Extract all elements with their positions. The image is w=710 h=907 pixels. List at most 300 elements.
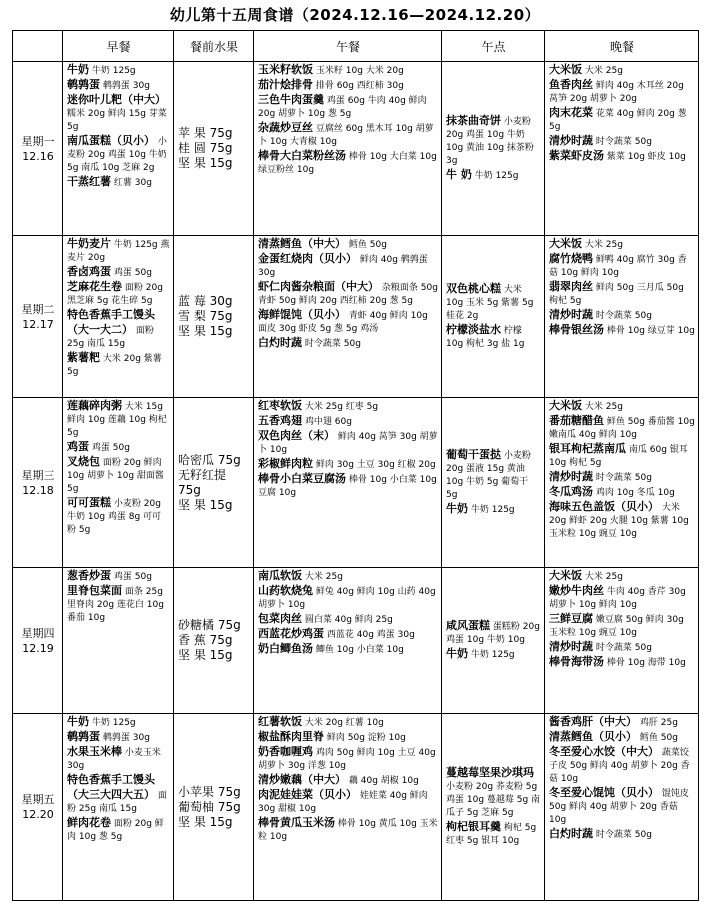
dish-name: 双色桃心糕 (446, 282, 501, 295)
dish-ingredients: 糯米 20g 鲜肉 15g 芽菜 5g (67, 109, 167, 132)
dish-name: 大米饭 (549, 63, 582, 76)
dish-name: 棒骨小白菜豆腐汤 (258, 472, 346, 485)
dish-name: 紫薯粑 (67, 351, 100, 364)
dish-ingredients: 棒骨 10g 黄瓜 10g 玉米粒 10g (258, 819, 438, 842)
dish-entry (258, 612, 438, 627)
dish-entry (549, 640, 695, 655)
dish-entry (67, 308, 170, 351)
dish-name: 棒骨银丝汤 (549, 323, 604, 336)
dish-entry (258, 308, 438, 336)
dinner-cell (545, 714, 699, 901)
dish-entry (446, 647, 541, 662)
dish-entry (67, 455, 170, 496)
dish-entry (446, 323, 541, 351)
breakfast-cell (63, 714, 174, 901)
fruit-item: 坚 果 15g (178, 324, 233, 338)
dish-ingredients: 大米 25g (584, 402, 623, 412)
dish-ingredients: 鸡蛋 50g (91, 443, 130, 453)
dish-entry (446, 820, 541, 848)
dish-ingredients: 面粉 25g 南瓜 15g (67, 791, 167, 814)
dish-entry (549, 399, 695, 414)
dish-ingredients: 鳕鱼 50g (348, 240, 387, 250)
dish-entry (258, 773, 438, 788)
fruit-cell (174, 62, 254, 236)
dish-entry (258, 121, 438, 149)
date-label: 12.18 (22, 483, 54, 497)
dish-name: 鱼香肉丝 (549, 78, 593, 91)
dish-name: 柠檬淡盐水 (446, 323, 501, 336)
dish-ingredients: 娃娃菜 40g 鲜肉 30g 甜椒 10g (258, 791, 428, 814)
dish-name: 清蒸鳕鱼（贝小） (549, 730, 637, 743)
dish-entry (258, 584, 438, 612)
dish-ingredients: 时令蔬菜 50g (595, 137, 652, 147)
dish-ingredients: 鲫鱼 10g 小白菜 10g (315, 645, 404, 655)
dish-ingredients: 小麦粉 20g 鸡蛋 10g 牛奶 10g 黄油 10g 抹茶粉 3g (446, 117, 534, 166)
dish-name: 牛奶 (446, 647, 468, 660)
day-row (13, 62, 699, 236)
dish-ingredients: 青虾 40g 鲜肉 10g 面皮 30g 虾皮 5g 葱 5g 鸡汤 (258, 311, 428, 334)
dish-name: 牛奶 (446, 502, 468, 515)
day-cell (13, 568, 63, 714)
dish-entry (258, 569, 438, 584)
dish-ingredients: 蛋糕粉 20g 鸡蛋 10g 牛奶 10g (446, 622, 540, 645)
dish-name: 肉末花菜 (549, 106, 593, 119)
dish-name: 红枣软饭 (258, 399, 302, 412)
dish-ingredients: 牛奶 125g (91, 66, 136, 76)
dish-name: 白灼时蔬 (549, 827, 593, 840)
dish-name: 里脊包菜面 (67, 584, 122, 597)
dish-name: 山药软烧兔 (258, 584, 313, 597)
dish-entry (446, 448, 541, 502)
dish-ingredients: 牛奶 125g (474, 171, 519, 181)
dish-entry (549, 78, 695, 106)
dish-name: 肉泥娃娃菜（贝小） (258, 788, 357, 801)
dish-name: 海鲜馄饨（贝小） (258, 308, 346, 321)
dish-ingredients: 小麦粉 20g 牛奶 10g 鸡蛋 8g 可可粉 5g (67, 499, 162, 535)
dish-name: 冬至爱心水饺（中大） (549, 745, 659, 758)
dish-name: 叉烧包 (67, 455, 100, 468)
dish-name: 彩椒鲜肉粒 (258, 457, 313, 470)
day-row (13, 236, 699, 398)
dish-ingredients: 鲜鸭 40g 腐竹 30g 香菇 10g 鲜肉 10g (549, 255, 687, 278)
dinner-cell (545, 62, 699, 236)
dish-name: 蔓越莓坚果沙琪玛 (446, 766, 534, 779)
dish-ingredients: 鲜肉 40g 莴笋 30g 胡萝卜 10g (258, 432, 438, 455)
dish-ingredients: 时令蔬菜 50g (595, 830, 652, 840)
date-label: 12.20 (22, 808, 54, 821)
fruit-item: 葡萄柚 75g (178, 799, 241, 814)
dish-entry (446, 168, 541, 183)
dish-ingredients: 鸡中翅 60g (304, 417, 352, 427)
weekday-label: 星期二 (21, 302, 55, 316)
dish-name: 鹌鹑蛋 (67, 730, 100, 743)
dish-ingredients: 牛肉 40g 香芹 30g 胡萝卜 10g 鲜肉 10g (549, 587, 686, 610)
snack-cell (442, 236, 545, 398)
dish-entry (258, 280, 438, 308)
dish-name: 清炒时蔬 (549, 470, 593, 483)
dish-entry (549, 237, 695, 252)
dish-ingredients: 蔬菜饺子皮 50g 鲜肉 40g 胡萝卜 20g 香菇 10g (549, 748, 690, 784)
dish-entry (549, 308, 695, 323)
weekday-label: 星期三 (21, 468, 55, 482)
dish-name: 奶香咖喱鸡 (258, 745, 313, 758)
dish-ingredients: 鸡蛋 60g 牛肉 40g 鲜肉 20g 胡萝卜 10g 葱 5g (258, 96, 427, 119)
dish-name: 可可蛋糕 (67, 496, 111, 509)
dish-ingredients: 杂粮面条 50g 青虾 50g 鲜肉 20g 西红柿 20g 葱 5g (258, 283, 438, 306)
day-row (13, 568, 699, 714)
dish-ingredients: 鹌鹑蛋 30g (102, 733, 150, 743)
breakfast-cell (63, 62, 174, 236)
dish-entry (258, 237, 438, 252)
dish-name: 翡翠肉丝 (549, 280, 593, 293)
dish-ingredients: 小麦粉 20g 鸡蛋 10g 牛奶 5g 南瓜 10g 芝麻 2g (67, 137, 167, 173)
fruit-cell (174, 398, 254, 568)
dish-entry (258, 457, 438, 472)
fruit-item: 蓝 莓 30g (178, 294, 233, 308)
dish-name: 大米饭 (549, 569, 582, 582)
dish-ingredients: 紫菜 10g 虾皮 10g (606, 152, 686, 162)
dish-ingredients: 大米 25g (584, 66, 623, 76)
fruit-cell (174, 568, 254, 714)
dish-entry (67, 399, 170, 440)
breakfast-cell (63, 236, 174, 398)
dish-entry (67, 715, 170, 730)
dish-entry (67, 280, 170, 308)
dish-name: 奶白鲫鱼汤 (258, 642, 313, 655)
dish-ingredients: 小麦玉米 30g (67, 748, 161, 771)
dish-entry (258, 336, 438, 351)
date-label: 12.16 (22, 149, 54, 163)
dish-entry (549, 149, 695, 164)
dish-name: 特色香蕉手工馒头（大三大四大五） (67, 773, 155, 801)
dish-entry (446, 114, 541, 168)
dish-entry (67, 745, 170, 773)
day-cell (13, 714, 63, 901)
fruit-item: 无籽红提 75g (178, 467, 227, 497)
dish-ingredients: 红薯 30g (113, 178, 152, 188)
dish-ingredients: 鸡蛋 50g (113, 268, 152, 278)
dish-ingredients: 牛奶 125g (470, 650, 515, 660)
dish-entry (549, 612, 695, 640)
dinner-cell (545, 398, 699, 568)
dish-name: 大米饭 (549, 237, 582, 250)
dish-name: 海味五色盖饭（贝小） (549, 500, 659, 513)
dish-entry (549, 485, 695, 500)
fruit-item: 哈密瓜 75g (178, 452, 241, 467)
dish-entry (549, 745, 695, 786)
dish-ingredients: 牛奶 125g (91, 718, 136, 728)
snack-cell (442, 568, 545, 714)
dish-name: 南瓜蛋糕（贝小） (67, 134, 155, 147)
dish-entry (446, 282, 541, 323)
dish-name: 清蒸鳕鱼（中大） (258, 237, 346, 250)
lunch-cell (254, 62, 442, 236)
dish-name: 牛奶 (67, 63, 89, 76)
dish-entry (549, 655, 695, 670)
dish-ingredients: 排骨 60g 西红柿 30g (315, 81, 404, 91)
dish-ingredients: 柠檬 10g 枸杞 3g 盐 1g (446, 326, 525, 349)
page-title: 幼儿第十五周食谱（2024.12.16—2024.12.20） (169, 6, 541, 24)
breakfast-cell (63, 398, 174, 568)
header-corner (13, 31, 63, 62)
dish-name: 抹茶曲奇饼 (446, 114, 501, 127)
dish-name: 鸡蛋 (67, 440, 89, 453)
dish-entry (446, 619, 541, 647)
dish-name: 酱香鸡肝（中大） (549, 715, 637, 728)
dish-name: 大米饭 (549, 399, 582, 412)
dish-ingredients: 棒骨 10g 小白菜 10g 豆腐 10g (258, 475, 437, 498)
dish-entry (549, 470, 695, 485)
day-cell (13, 62, 63, 236)
dinner-cell (545, 568, 699, 714)
dish-ingredients: 牛奶 125g 燕麦片 20g (67, 240, 170, 263)
dish-entry (549, 584, 695, 612)
dish-ingredients: 鲜肉 50g 淀粉 10g (326, 733, 406, 743)
dish-ingredients: 鸡肉 10g 冬瓜 10g (595, 488, 675, 498)
dish-entry (258, 788, 438, 816)
dish-name: 清炒时蔬 (549, 308, 593, 321)
dish-name: 咸风蛋糕 (446, 619, 490, 632)
dish-name: 棒骨海带汤 (549, 655, 604, 668)
dish-name: 冬瓜鸡汤 (549, 485, 593, 498)
lunch-cell (254, 714, 442, 901)
dish-ingredients: 鲜肉 50g 三月瓜 50g 枸杞 5g (549, 283, 684, 306)
dish-name: 牛奶 (67, 715, 89, 728)
dish-name: 西蓝花炒鸡蛋 (258, 627, 324, 640)
dish-entry (549, 63, 695, 78)
lunch-cell (254, 398, 442, 568)
dish-name: 腐竹烧鸭 (549, 252, 593, 265)
dish-ingredients: 棒骨 10g 大白菜 10g 绿豆粉丝 10g (258, 152, 437, 175)
dish-ingredients: 大米 25g (584, 572, 623, 582)
dish-ingredients: 面粉 20g 鲜肉 10g 胡萝卜 10g 甜面酱 5g (67, 458, 164, 494)
dish-ingredients: 南瓜 60g 银耳 10g 枸杞 5g (549, 445, 688, 468)
snack-cell (442, 714, 545, 901)
fruit-item: 小苹果 75g (178, 784, 241, 799)
menu-table (12, 30, 699, 901)
fruit-item: 坚 果 15g (178, 497, 233, 512)
dish-ingredients: 鲜兔 40g 鲜肉 10g 山药 40g 胡萝卜 10g (258, 587, 436, 610)
dish-entry (67, 816, 170, 844)
dinner-cell (545, 236, 699, 398)
dish-ingredients: 枸杞 5g 红枣 5g 银耳 10g (446, 823, 537, 846)
dish-name: 三鲜豆腐 (549, 612, 593, 625)
dish-name: 五香鸡翅 (258, 414, 302, 427)
dish-entry (67, 440, 170, 455)
date-label: 12.17 (22, 317, 54, 331)
dish-entry (549, 252, 695, 280)
dish-entry (67, 584, 170, 625)
dish-name: 冬至爱心馄饨（贝小） (549, 786, 659, 799)
dish-ingredients: 鲜鱼 50g 番茄酱 10g 嫩南瓜 40g 鲜肉 10g (549, 417, 695, 440)
dish-name: 莲藕碎肉粥 (67, 399, 122, 412)
dish-entry (67, 93, 170, 134)
day-row (13, 398, 699, 568)
dish-name: 杂蔬炒豆丝 (258, 121, 313, 134)
dish-name: 棒骨黄瓜玉米汤 (258, 816, 335, 829)
dish-entry (446, 766, 541, 820)
dish-ingredients: 棒骨 10g 海带 10g (606, 658, 686, 668)
dish-entry (258, 399, 438, 414)
dish-name: 紫菜虾皮汤 (549, 149, 604, 162)
dish-ingredients: 玉米籽 10g 大米 20g (315, 66, 404, 76)
dish-entry (258, 745, 438, 773)
dish-ingredients: 小麦粉 20g 蛋液 15g 黄油 10g 牛奶 5g 葡萄干 5g (446, 451, 531, 500)
snack-cell (442, 62, 545, 236)
dish-entry (67, 730, 170, 745)
dish-entry (549, 569, 695, 584)
menu-body (13, 62, 699, 901)
dish-ingredients: 时令蔬菜 50g (595, 311, 652, 321)
dish-entry (549, 500, 695, 541)
dish-name: 包菜肉丝 (258, 612, 302, 625)
dish-ingredients: 大米 25g 红枣 5g (304, 402, 379, 412)
header-lunch: 午餐 (254, 31, 442, 62)
dish-name: 枸杞银耳羹 (446, 820, 501, 833)
lunch-cell (254, 568, 442, 714)
dish-ingredients: 面粉 20g 黑芝麻 5g 花生碎 5g (67, 283, 163, 306)
dish-entry (67, 237, 170, 265)
breakfast-cell (63, 568, 174, 714)
weekday-label: 星期四 (21, 626, 55, 640)
dish-entry (67, 175, 170, 190)
dish-entry (258, 429, 438, 457)
dish-ingredients: 西蓝花 40g 鸡蛋 30g (326, 630, 415, 640)
dish-ingredients: 时令蔬菜 50g (595, 473, 652, 483)
dish-ingredients: 鲜肉 30g 土豆 30g 红椒 20g (315, 460, 436, 470)
dish-entry (549, 715, 695, 730)
dish-ingredients: 鲜肉 40g 木耳丝 20g 莴笋 20g 胡萝卜 20g (549, 81, 684, 104)
weekday-label: 星期一 (21, 134, 55, 148)
fruit-item: 坚 果 15g (178, 648, 233, 662)
weekday-label: 星期五 (21, 793, 55, 806)
dish-entry (549, 827, 695, 842)
dish-entry (258, 472, 438, 500)
dish-ingredients: 大米 20g 紫薯 5g (67, 354, 162, 377)
dish-ingredients: 藕 40g 胡椒 10g (348, 776, 419, 786)
dish-name: 茄汁烩排骨 (258, 78, 313, 91)
dish-ingredients: 时令蔬菜 50g (595, 643, 652, 653)
dish-name: 嫩炒牛肉丝 (549, 584, 604, 597)
header-snack: 午点 (442, 31, 545, 62)
dish-name: 银耳枸杞蒸南瓜 (549, 442, 626, 455)
dish-ingredients: 大米 20g 鲜虾 20g 火腿 10g 紫薯 10g 玉米粒 10g 豌豆 10g (549, 503, 689, 539)
header-row (13, 31, 699, 62)
dish-name: 双色肉丝（末） (258, 429, 335, 442)
dish-ingredients: 鸡肝 25g (639, 718, 678, 728)
dish-entry (258, 149, 438, 177)
dish-entry (258, 715, 438, 730)
dish-entry (258, 816, 438, 844)
dish-entry (67, 134, 170, 175)
header-fruit: 餐前水果 (174, 31, 254, 62)
dish-name: 椒盐酥肉里脊 (258, 730, 324, 743)
fruit-item: 坚 果 15g (178, 814, 233, 829)
dish-ingredients: 豆腐丝 60g 黑木耳 10g 胡萝卜 10g 大青椒 10g (258, 124, 434, 147)
dish-name: 金蛋红烧肉（贝小） (258, 252, 357, 265)
dish-entry (258, 93, 438, 121)
dish-ingredients: 棒骨 10g 绿豆芽 10g (606, 326, 695, 336)
dish-ingredients: 鲜肉 40g 鹌鹑蛋 30g (258, 255, 428, 278)
dish-entry (67, 78, 170, 93)
dish-ingredients: 鳕鱼 50g (639, 733, 678, 743)
dish-entry (258, 642, 438, 657)
dish-ingredients: 嫩豆腐 50g 鲜肉 30g 玉米粒 10g 豌豆 10g (549, 615, 684, 638)
dish-ingredients: 花菜 40g 鲜肉 20g 葱 5g (549, 109, 687, 132)
header-breakfast: 早餐 (63, 31, 174, 62)
fruit-item: 香 蕉 75g (178, 633, 233, 647)
dish-entry (258, 63, 438, 78)
dish-ingredients: 大米 25g (304, 572, 343, 582)
fruit-cell (174, 236, 254, 398)
dish-name: 牛 奶 (446, 168, 472, 181)
dish-entry (549, 323, 695, 338)
dish-ingredients: 鸡肉 50g 鲜肉 10g 土豆 40g 胡萝卜 30g 洋葱 10g (258, 748, 436, 771)
dish-entry (549, 442, 695, 470)
dish-ingredients: 鸡蛋 50g (113, 572, 152, 582)
dish-name: 芝麻花生卷 (67, 280, 122, 293)
dish-name: 鹌鹑蛋 (67, 78, 100, 91)
dish-name: 玉米籽软饭 (258, 63, 313, 76)
header-dinner: 晚餐 (545, 31, 699, 62)
dish-entry (67, 63, 170, 78)
fruit-cell (174, 714, 254, 901)
dish-name: 清炒时蔬 (549, 640, 593, 653)
dish-name: 鲜肉花卷 (67, 816, 111, 829)
dish-name: 虾仁肉酱杂粮面（中大） (258, 280, 379, 293)
dish-name: 番茄糖醋鱼 (549, 414, 604, 427)
dish-name: 清炒嫩藕（中大） (258, 773, 346, 786)
dish-ingredients: 小麦粉 20g 荞麦粉 5g 鸡蛋 10g 蔓越莓 5g 南瓜子 5g 芝麻 5g (446, 782, 541, 818)
dish-entry (258, 78, 438, 93)
dish-entry (67, 496, 170, 537)
dish-name: 三色牛肉蛋羹 (258, 93, 324, 106)
dish-name: 白灼时蔬 (258, 336, 302, 349)
dish-name: 水果玉米棒 (67, 745, 122, 758)
day-cell (13, 398, 63, 568)
dish-name: 特色香蕉手工馒头（大一大二） (67, 308, 155, 336)
dish-ingredients: 面条 25g 里脊肉 20g 莲花白 10g 番茄 10g (67, 587, 164, 623)
dish-entry (549, 134, 695, 149)
dish-ingredients: 大米 15g 鲜肉 10g 莲藕 10g 枸杞 5g (67, 402, 167, 438)
snack-cell (442, 398, 545, 568)
dish-name: 干蒸红薯 (67, 175, 111, 188)
fruit-item: 雪 梨 75g (178, 309, 233, 323)
dish-name: 棒骨大白菜粉丝汤 (258, 149, 346, 162)
dish-ingredients: 大米 25g (584, 240, 623, 250)
dish-entry (258, 252, 438, 280)
date-label: 12.19 (22, 641, 54, 655)
dish-entry (258, 414, 438, 429)
fruit-item: 苹 果 75g (178, 126, 233, 140)
dish-entry (549, 106, 695, 134)
dish-entry (67, 351, 170, 379)
dish-name: 香卤鸡蛋 (67, 265, 111, 278)
dish-ingredients: 大米 20g 红薯 10g (304, 718, 384, 728)
dish-entry (549, 730, 695, 745)
day-row (13, 714, 699, 901)
dish-ingredients: 面粉 25g 南瓜 15g (67, 326, 154, 349)
dish-entry (67, 773, 170, 816)
dish-ingredients: 大米 10g 玉米 5g 紫薯 5g 桂花 2g (446, 285, 534, 321)
dish-ingredients: 时令蔬菜 50g (304, 339, 361, 349)
lunch-cell (254, 236, 442, 398)
dish-name: 葡萄干蛋挞 (446, 448, 501, 461)
dish-name: 南瓜软饭 (258, 569, 302, 582)
dish-entry (549, 414, 695, 442)
dish-name: 清炒时蔬 (549, 134, 593, 147)
fruit-item: 砂糖橘 75g (178, 618, 241, 632)
